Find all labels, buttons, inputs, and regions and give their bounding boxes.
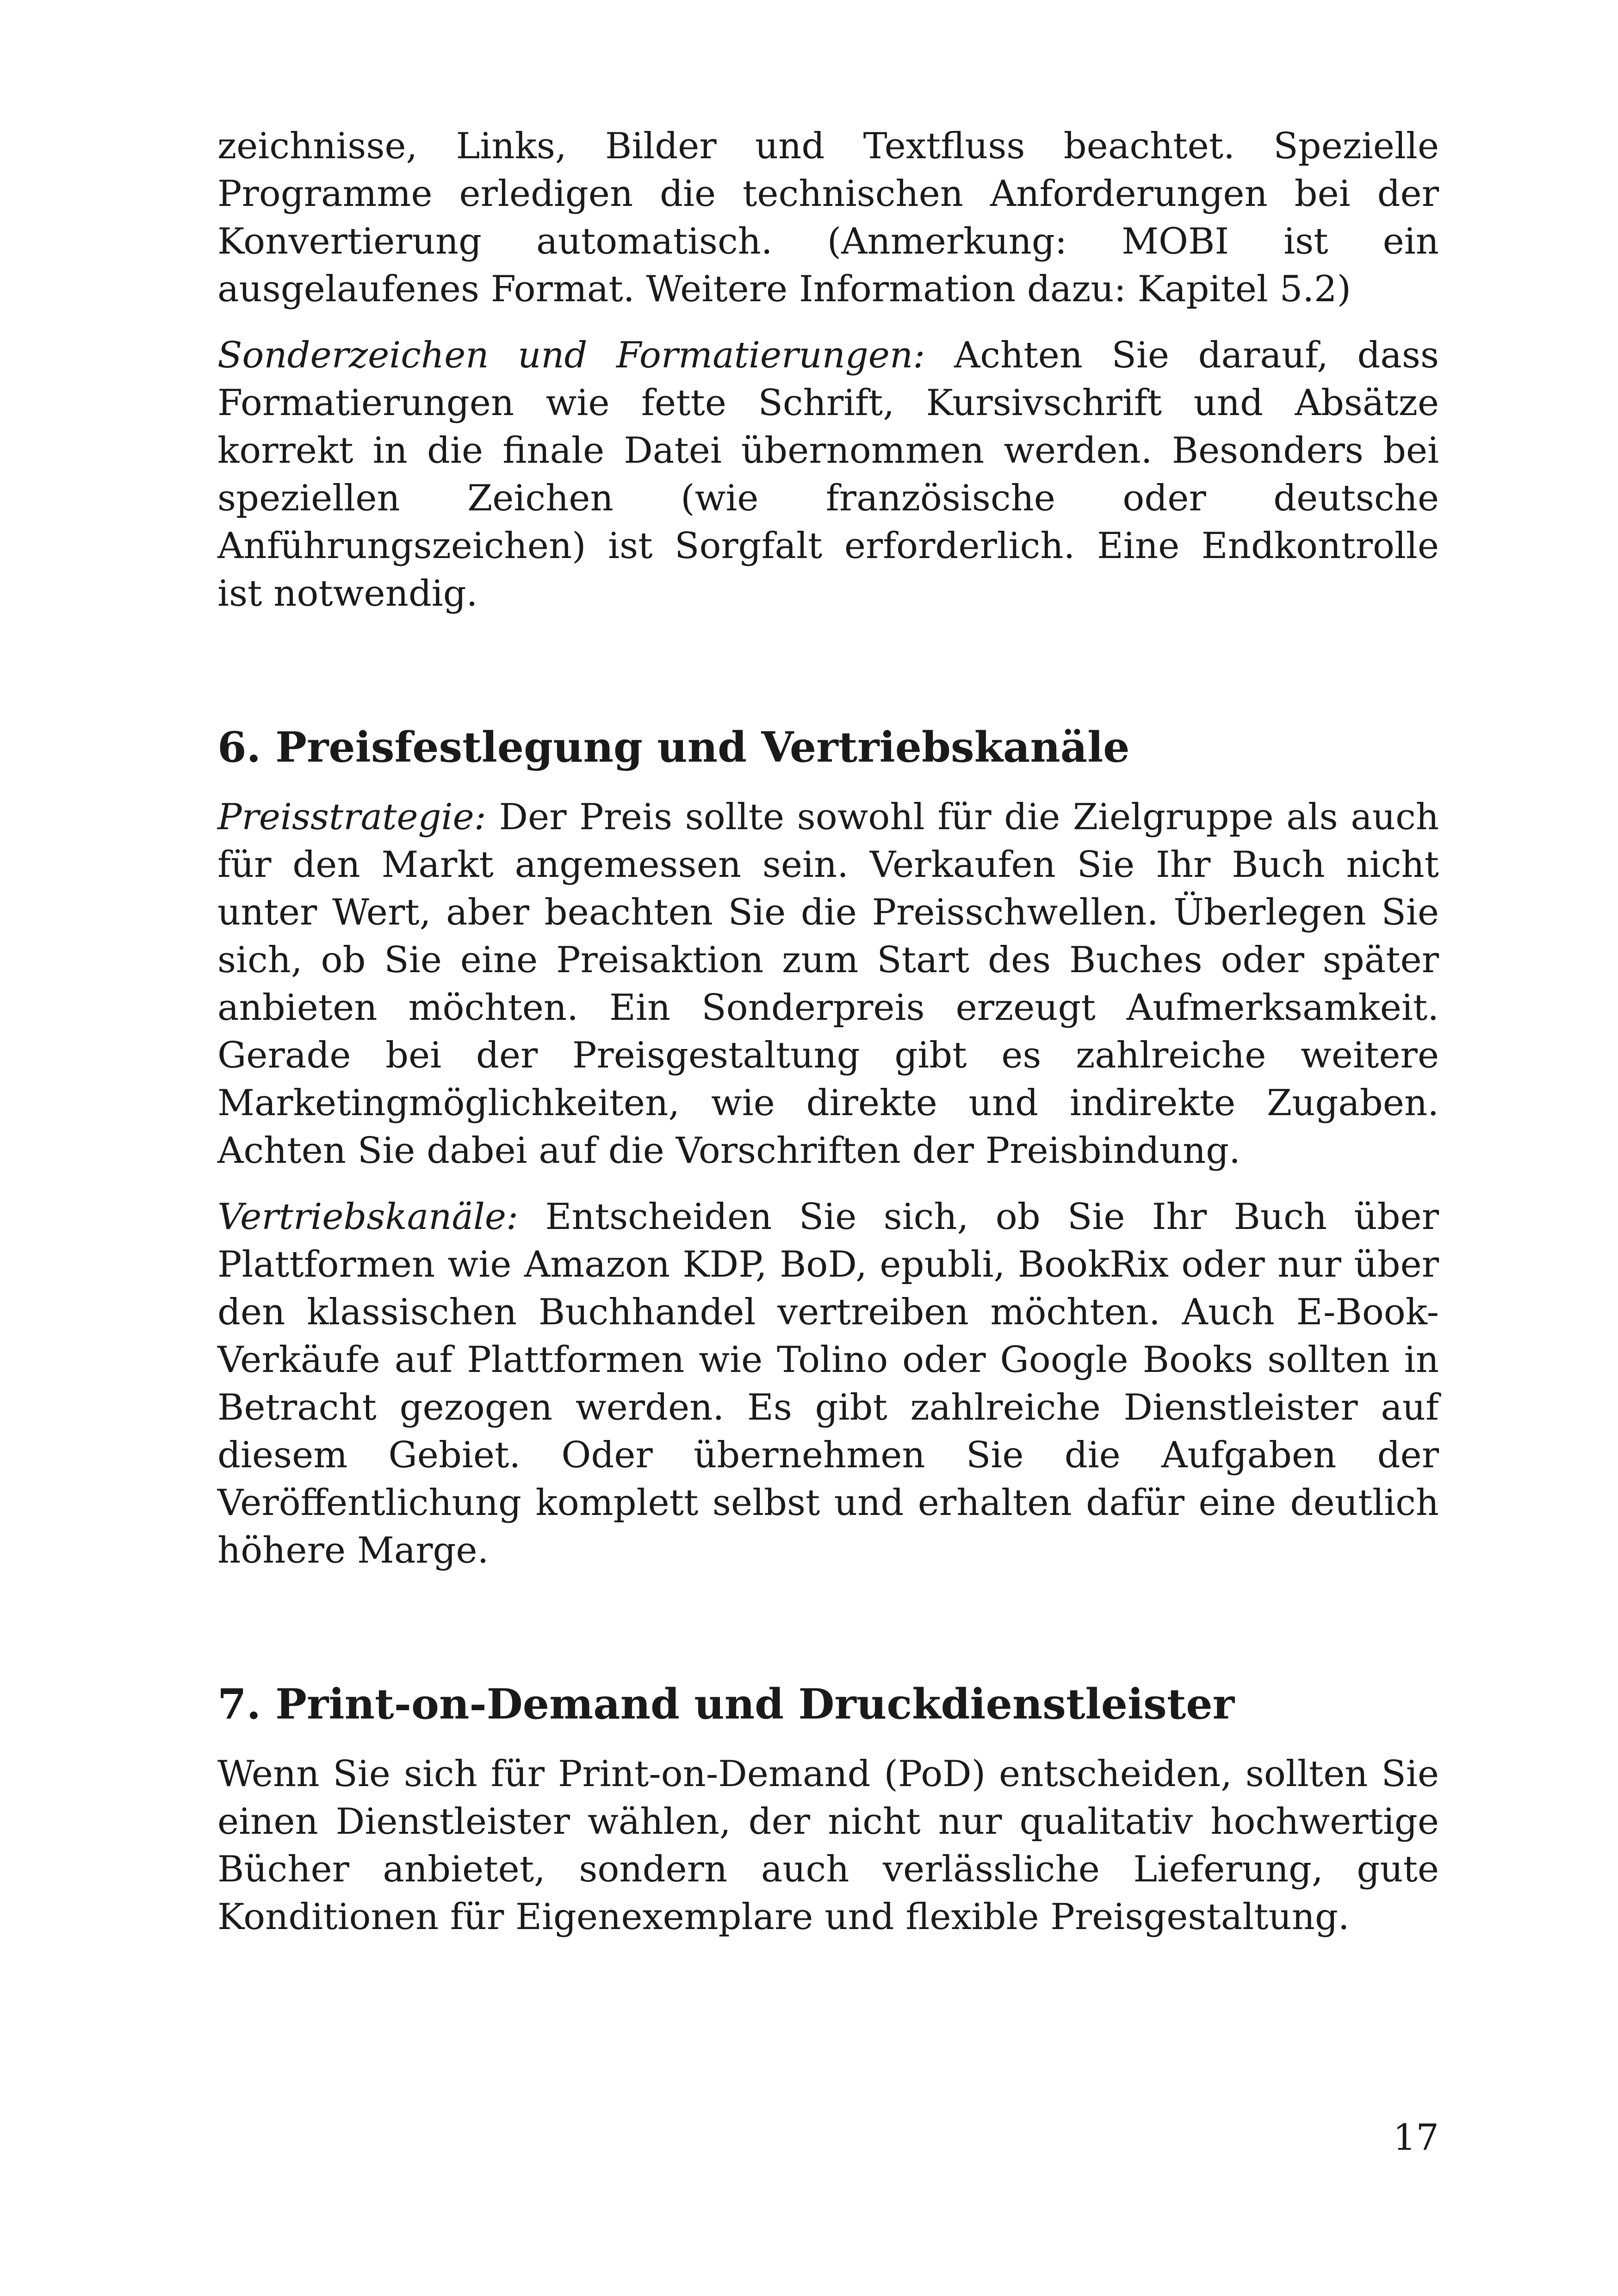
section-6-paragraph-2 [217, 1193, 1439, 1575]
paragraph-label: Sonderzeichen und Formatierungen: [217, 335, 925, 376]
paragraph-label: Vertriebskanäle: [217, 1196, 519, 1238]
intro-paragraph-2 [217, 332, 1439, 618]
section-6-paragraph-1 [217, 794, 1439, 1175]
section-7-paragraph-1: Wenn Sie sich für Print-on-Demand (PoD) entscheiden, sollten Sie einen Dienstleister wählen, der nicht nur qualitativ hochwertige Bücher anbietet, sondern auch verlässliche Lieferung, gute Konditionen für Eigenexemplare und flexible Preisgestaltung. [217, 1753, 1439, 1938]
paragraph-label: Preisstrategie: [217, 796, 486, 838]
paragraph-text: Der Preis sollte sowohl für die Zielgruppe als auch für den Markt angemessen sein. Verkaufen Sie Ihr Buch nicht unter Wert, aber beachten Sie die Preisschwellen. Überlegen Sie sich, ob Sie eine Preisaktion zum Start des Buches oder später anbieten möchten. Ein Sonderpreis erzeugt Aufmerksamkeit. Gerade bei der Preisgestaltung gibt es zahlreiche weitere Marketingmöglichkeiten, wie direkte und indirekte Zugaben. Achten Sie dabei auf die Vorschriften der Preisbindung. [217, 796, 1439, 1172]
paragraph-text: Entscheiden Sie sich, ob Sie Ihr Buch über Plattformen wie Amazon KDP, BoD, epubli, BookRix oder nur über den klassischen Buchhandel vertreiben möchten. Auch E-Book-Verkäufe auf Plattformen wie Tolino oder Google Books sollten in Betracht gezogen werden. Es gibt zahlreiche Dienstleister auf diesem Gebiet. Oder übernehmen Sie die Aufgaben der Veröffentlichung komplett selbst und erhalten dafür eine deutlich höhere Marge. [217, 1196, 1439, 1571]
section-6-heading: 6. Preisfestlegung und Vertriebskanäle [217, 723, 1130, 772]
intro-paragraph-1: zeichnisse, Links, Bilder und Textfluss beachtet. Spezielle Programme erledigen die technischen Anforderungen bei der Konvertierung automatisch. (Anmerkung: MOBI ist ein ausgelaufenes Format. Weitere Information dazu: Kapitel 5.2) [217, 125, 1439, 310]
page-number: 17 [1393, 2117, 1439, 2159]
paragraph-text: Achten Sie darauf, dass Formatierungen wie fette Schrift, Kursivschrift und Absätze korrekt in die finale Datei übernommen werden. Besonders bei speziellen Zeichen (wie französische oder deutsche Anführungszeichen) ist Sorgfalt erforderlich. Eine Endkontrolle ist notwendig. [217, 335, 1439, 614]
page-body [217, 123, 1439, 1960]
section-7-heading: 7. Print-on-Demand und Druckdienstleister [217, 1680, 1235, 1729]
